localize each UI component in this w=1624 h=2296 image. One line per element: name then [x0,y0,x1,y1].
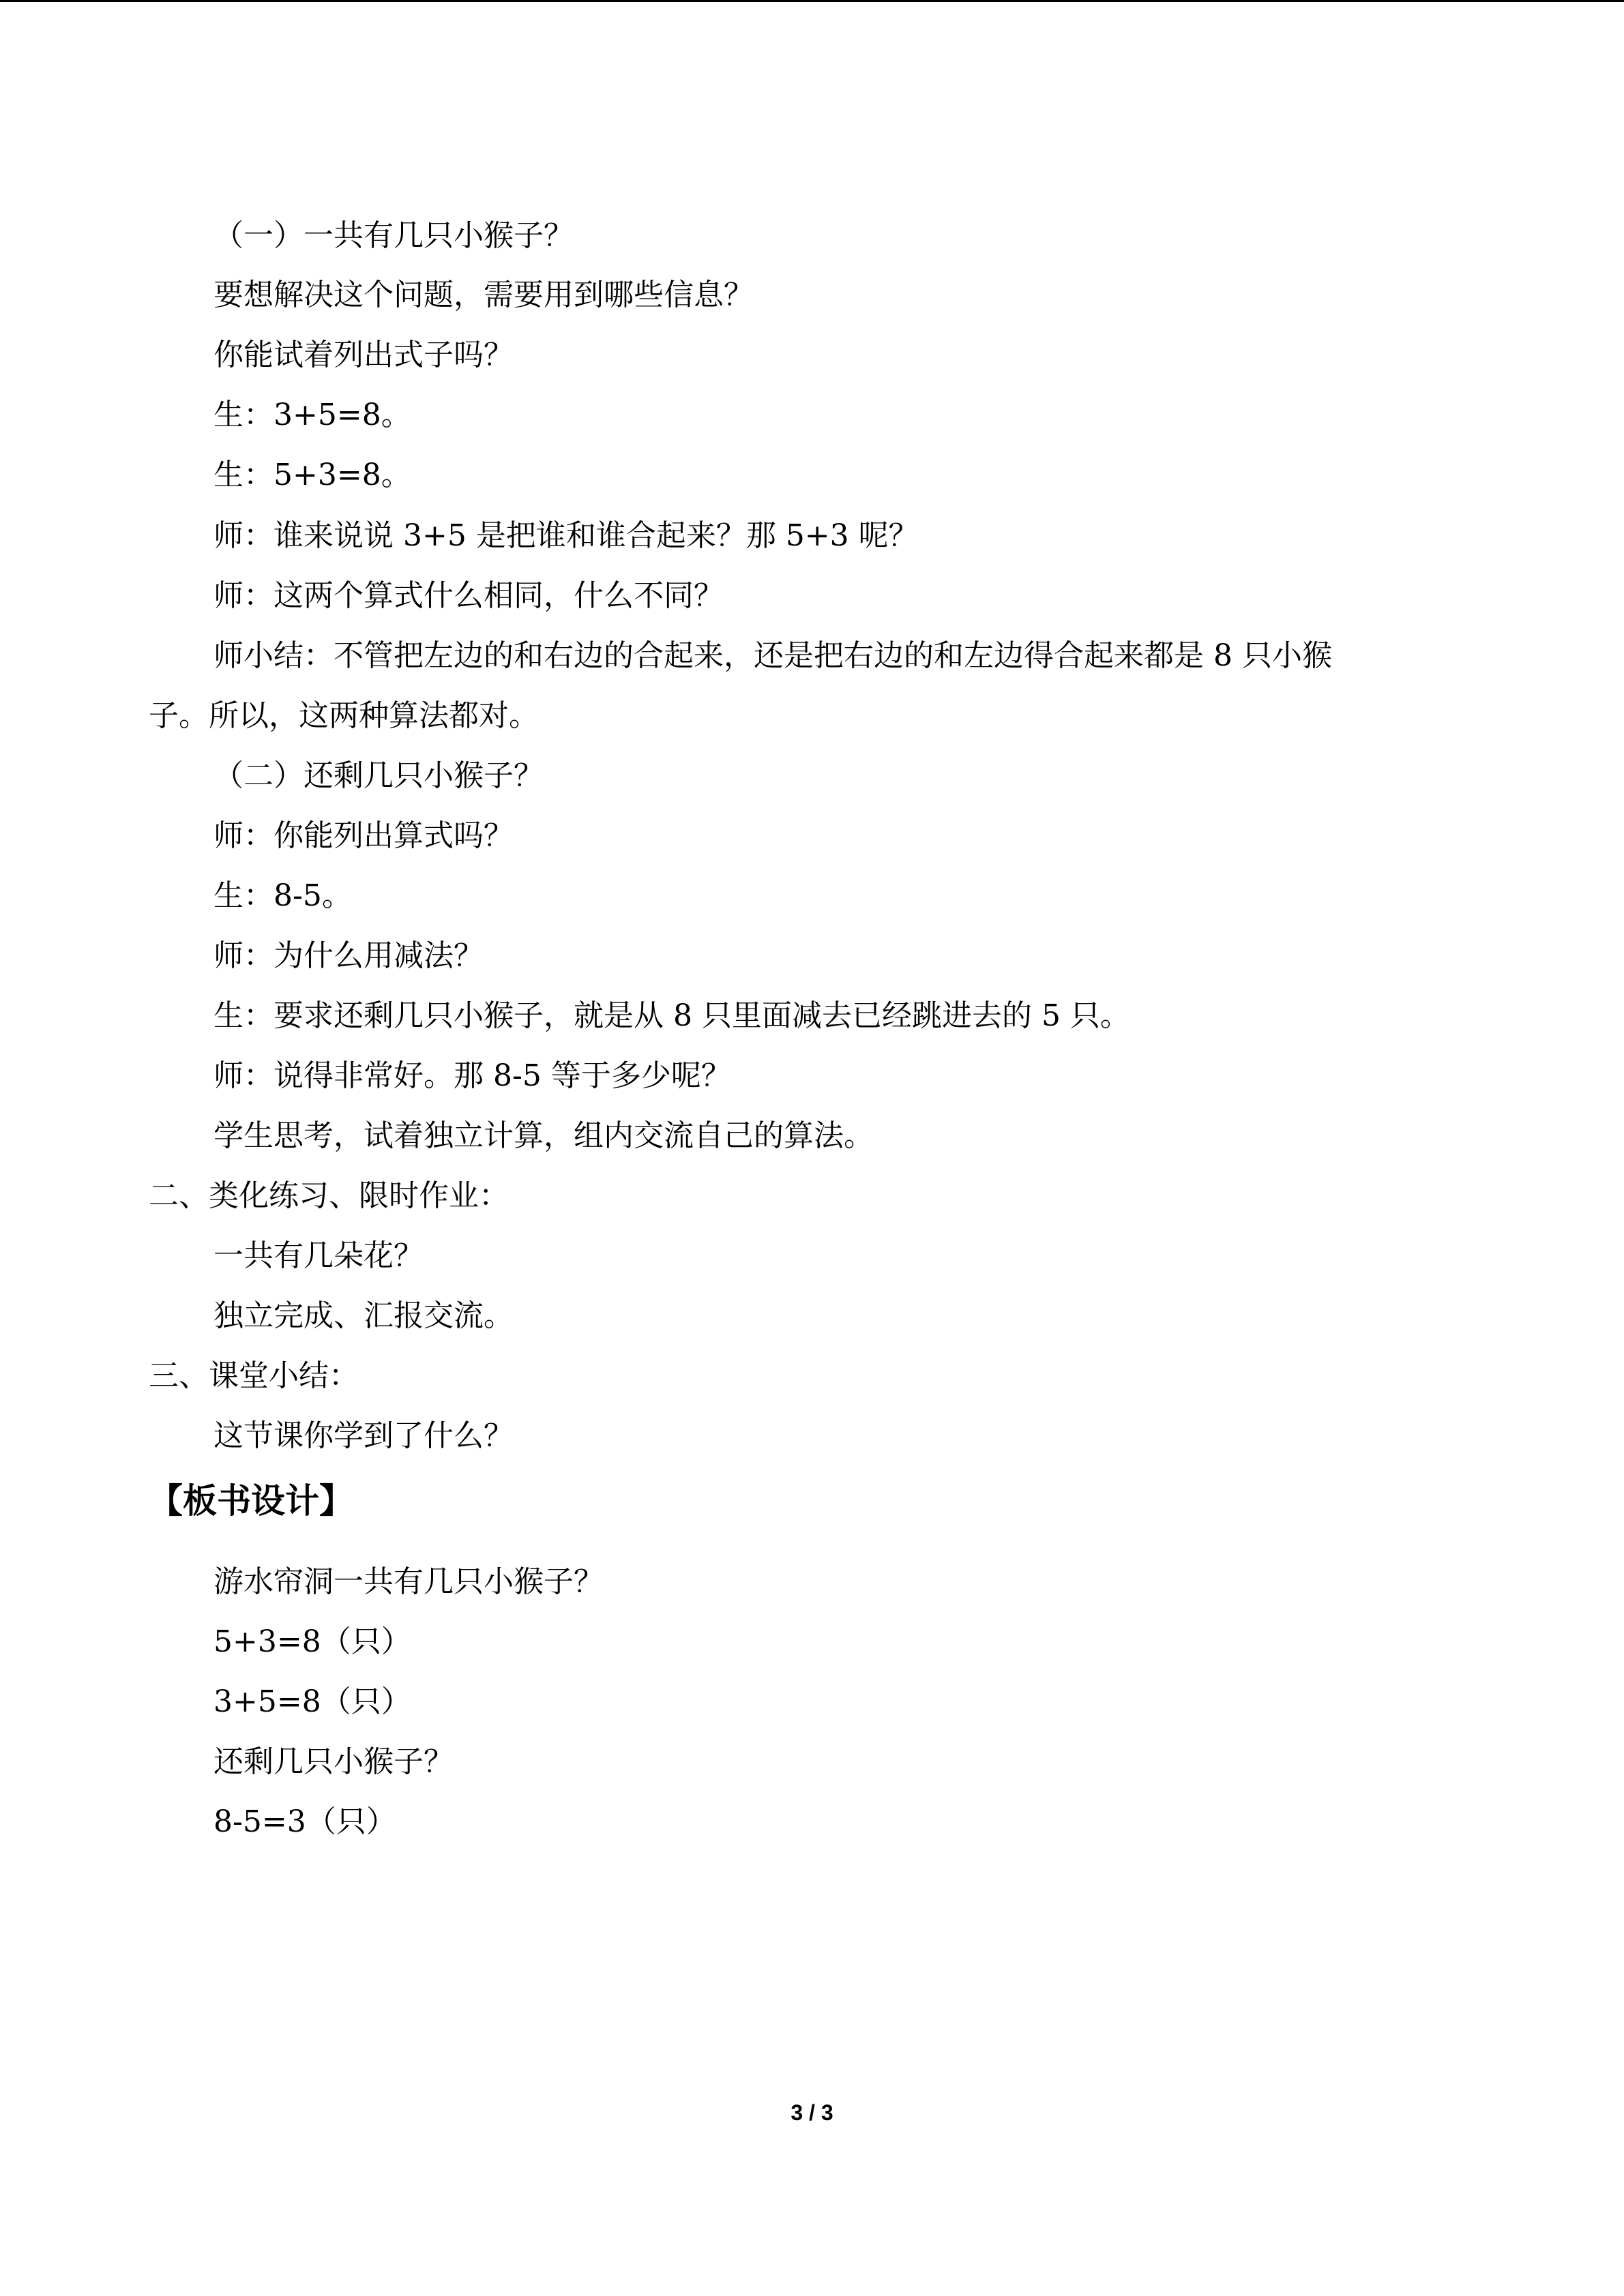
student-line: 生：5+3=8。 [213,458,411,492]
student-line: 生：8-5。 [213,878,352,913]
section-heading-remaining-monkeys: （二）还剩几只小猴子？ [213,758,544,793]
teacher-line: 师：这两个算式什么相同，什么不同？ [213,578,724,613]
teacher-line: 师：说得非常好。那 8-5 等于多少呢？ [213,1058,731,1093]
section-heading-count-monkeys: （一）一共有几只小猴子？ [213,218,574,253]
teacher-line: 师：为什么用减法？ [213,938,484,973]
board-design-heading: 【板书设计】 [149,1481,353,1521]
section-heading-summary: 三、课堂小结： [149,1358,359,1393]
paragraph-line: 这节课你学到了什么？ [213,1418,514,1453]
student-line: 生：3+5=8。 [213,398,411,432]
board-line: 5+3=8（只） [213,1624,411,1659]
board-line: 游水帘洞一共有几只小猴子？ [213,1564,604,1599]
teacher-summary-line: 师小结：不管把左边的和右边的合起来，还是把右边的和左边得合起来都是 8 只小猴 [213,638,1332,673]
paragraph-line: 一共有几朵花？ [213,1238,424,1273]
paragraph-line: 学生思考，试着独立计算，组内交流自己的算法。 [213,1118,874,1153]
board-line: 8-5=3（只） [213,1804,396,1839]
teacher-summary-continuation: 子。所以，这两种算法都对。 [149,698,539,733]
paragraph-line: 独立完成、汇报交流。 [213,1298,514,1333]
student-line: 生：要求还剩几只小猴子，就是从 8 只里面减去已经跳进去的 5 只。 [213,998,1130,1033]
teacher-line: 师：你能列出算式吗？ [213,818,514,853]
page-number: 3 / 3 [791,2100,833,2125]
board-line: 3+5=8（只） [213,1684,411,1719]
section-heading-practice: 二、类化练习、限时作业： [149,1178,509,1213]
board-line: 还剩几只小猴子？ [213,1744,454,1779]
paragraph-line: 要想解决这个问题，需要用到哪些信息？ [213,278,754,312]
paragraph-line: 你能试着列出式子吗？ [213,338,514,372]
teacher-line: 师：谁来说说 3+5 是把谁和谁合起来？那 5+3 呢？ [213,518,919,553]
